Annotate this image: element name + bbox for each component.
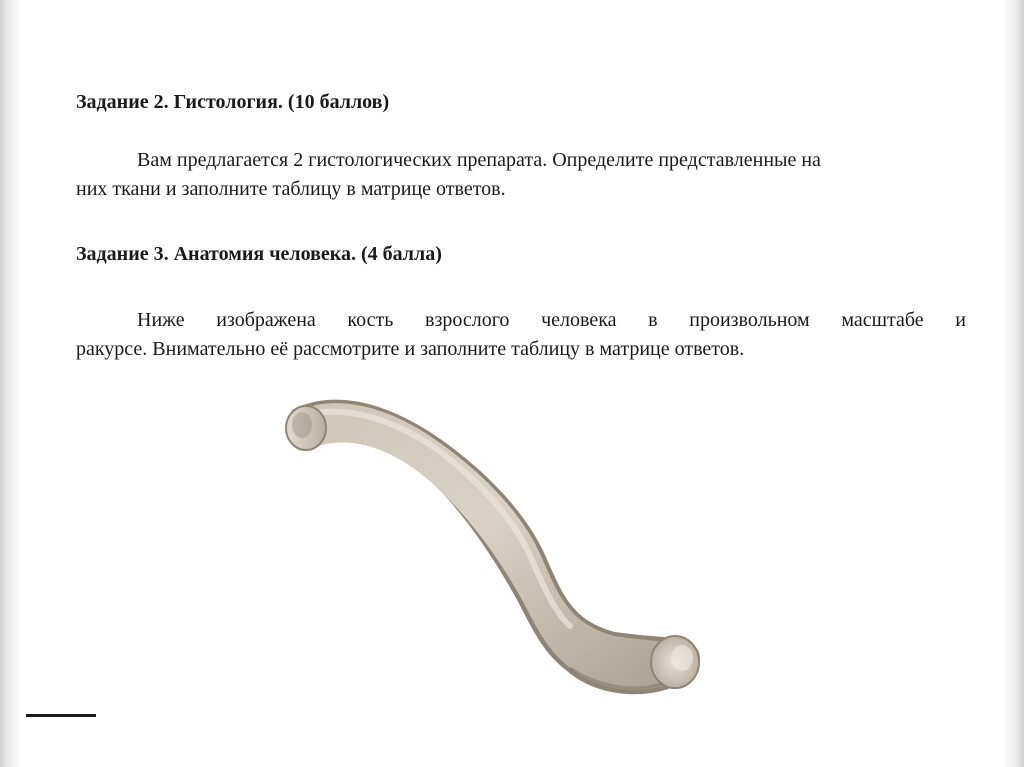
sternal-end-shadow xyxy=(292,412,312,438)
left-edge-shadow xyxy=(0,0,22,767)
task2-paragraph-line-1: Вам предлагается 2 гистологических препарата. Определите представленные на xyxy=(137,149,821,171)
task3-paragraph-line-2: ракурсе. Внимательно её рассмотрите и заполните таблицу в матрице ответов. xyxy=(76,338,745,360)
task2-paragraph-line-2: них ткани и заполните таблицу в матрице ответов. xyxy=(76,178,506,200)
task3-paragraph-line-1: Ниже изображена кость взрослого человека в произвольном масштабе и xyxy=(137,309,966,331)
right-edge-shadow xyxy=(1002,0,1024,767)
footer-rule xyxy=(26,714,96,717)
bone-shaft xyxy=(296,403,695,690)
acromial-end-highlight xyxy=(671,645,693,671)
task3-heading: Задание 3. Анатомия человека. (4 балла) xyxy=(76,243,442,265)
task2-heading: Задание 2. Гистология. (10 баллов) xyxy=(76,91,390,113)
clavicle-bone-image xyxy=(270,370,720,710)
